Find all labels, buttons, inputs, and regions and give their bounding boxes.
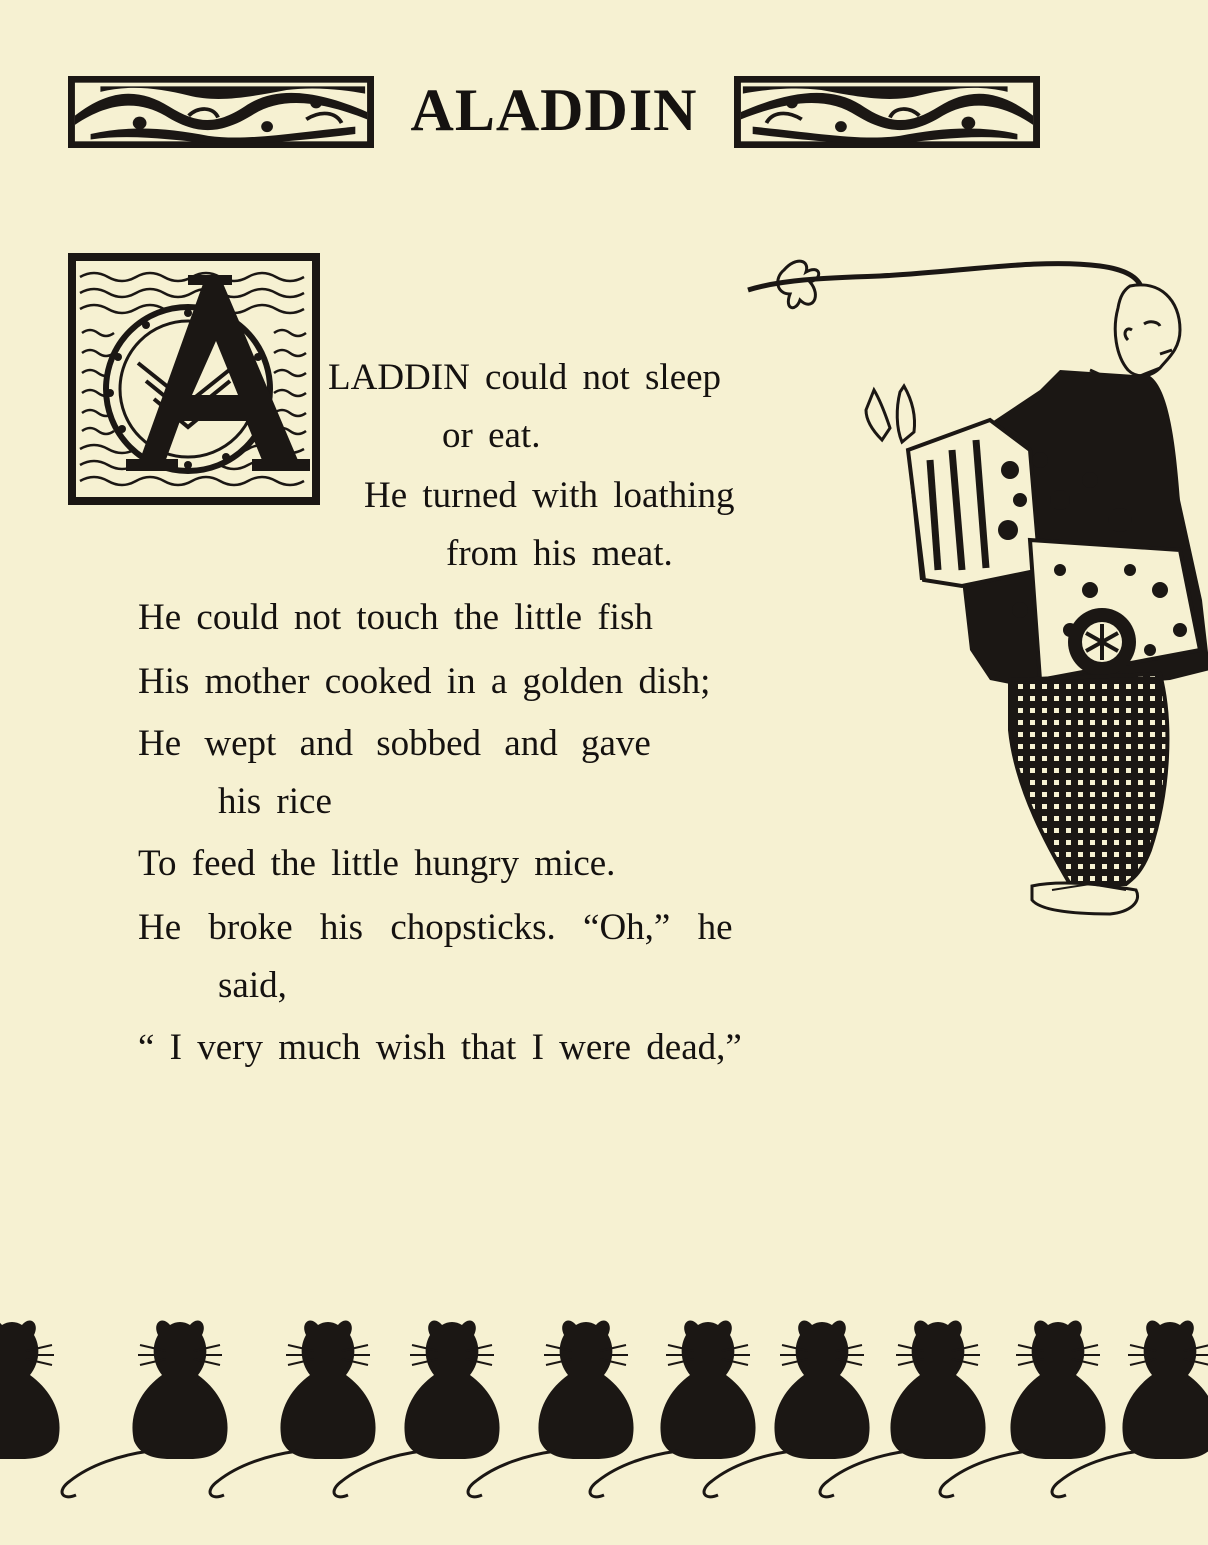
mouse-silhouette-icon [210, 1320, 376, 1496]
mice-silhouette-border [0, 1305, 1208, 1505]
poem-line-12: “ I very much wish that I were dead,” [138, 1027, 742, 1068]
poem-line-6: His mother cooked in a golden dish; [138, 661, 711, 702]
poem-line-5: He could not touch the little fish [138, 597, 653, 638]
poem-line-10: He broke his chopsticks. “Oh,” he [138, 907, 733, 948]
poem-line-11: said, [218, 965, 287, 1006]
poem-line-7: He wept and sobbed and gave [138, 723, 651, 764]
poem-line-9: To feed the little hungry mice. [138, 843, 616, 884]
right-ornament-icon [734, 76, 1040, 148]
aladdin-figure-illustration [740, 250, 1208, 930]
poem-line-8: his rice [218, 781, 332, 822]
header-banner [68, 76, 1040, 148]
illuminated-letter-a-icon [68, 253, 320, 505]
poem-line-1: LADDIN could not sleep [328, 357, 722, 398]
poem-line-3: He turned with loathing [364, 475, 735, 516]
mouse-silhouette-icon [0, 1320, 60, 1496]
mouse-silhouette-icon [62, 1320, 228, 1496]
poem-line-4: from his meat. [446, 533, 673, 574]
poem-line-2: or eat. [442, 415, 541, 456]
left-ornament-icon [68, 76, 374, 148]
page-title: ALADDIN [410, 77, 698, 143]
